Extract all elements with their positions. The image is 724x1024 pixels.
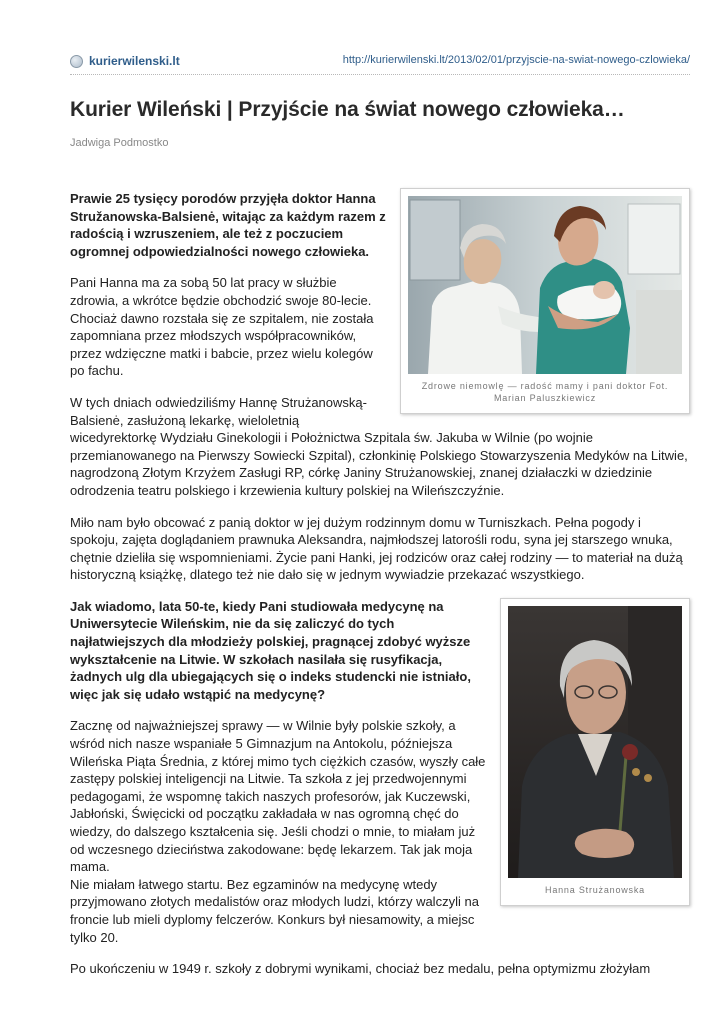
site-name[interactable]: kurierwilenski.lt bbox=[89, 54, 180, 68]
photo-portrait bbox=[508, 606, 682, 878]
source-url[interactable]: http://kurierwilenski.lt/2013/02/01/przyjscie-na-swiat-nowego-czlowieka/ bbox=[342, 54, 690, 66]
body-paragraph: Zacznę od najważniejszej sprawy — w Wilnie były polskie szkoły, a wśród nich nasze wspaniałe 5 Gimnazjum na Antokolu, późniejsza Wileńska Piąta Średnia, z której mimo tych ciężkich czasów, wyszły całe zastępy polskiej inteligencji na Litwie. Ta szkoła z jej przedwojennymi pedagogami, że wspomnę takich naszych profesorów, jak Kuczewski, Jabłoński, Święcicki od początku zakładała w nas ogromną chęć do wiedzy, do dalszego kształcenia się. Jeśli chodzi o mnie, to miałam już od wczesnego dzieciństwa zakodowane: będę lekarzem. Tak jak moja mama. bbox=[70, 718, 486, 875]
interview-question: Jak wiadomo, lata 50-te, kiedy Pani studiowała medycynę na Uniwersytecie Wileńskim, nie da się zaliczyć do tych najłatwiejszych dla młodzieży polskiej, pragnącej zdobyć wyższe wykształcenie na Litwie. W szkołach nasilała się rusyfikacja, żadnych ulg dla ubiegających się o indeks studencki nie istniało, więc jak się udało wstąpić na medycynę? bbox=[70, 598, 471, 702]
photo-doctor-mother-newborn bbox=[408, 196, 682, 374]
site-link[interactable] bbox=[70, 54, 180, 68]
body-paragraph: Po ukończeniu w 1949 r. szkoły z dobrymi wynikami, chociaż bez medalu, pełna optymizmu złożyłam bbox=[70, 961, 651, 977]
body-paragraph: Miło nam było obcować z panią doktor w jej dużym rodzinnym domu w Turniszkach. Pełna pogody i spokoju, zajęta doglądaniem prawnuka Aleksandra, najmłodszej latorośli rodu, syna jej starszego wnuka, chętnie dzieliła się wspomnieniami. Życie pani Hanki, jej rodziców oraz całej rodziny — to materiał na dużą historyczną książkę, dlatego też nie dało się w jednym wywiadzie przekazać wszystkiego. bbox=[70, 514, 683, 583]
globe-icon bbox=[70, 55, 83, 68]
source-bar bbox=[70, 54, 690, 72]
body-paragraph: Nie miałam łatwego startu. Bez egzaminów na medycynę wtedy przyjmowano złotych medalistów oraz młodych ludzi, którzy walczyli na froncie lub mieli dyplomy felczerów. Konkurs był niesamowity, a miejsc tylko 20. bbox=[70, 876, 479, 945]
figure-newborn bbox=[400, 188, 690, 414]
author: Jadwiga Podmostko bbox=[70, 137, 169, 149]
figure-caption: Zdrowe niemowlę — radość mamy i pani doktor Fot. Marian Paluszkiewicz bbox=[421, 381, 669, 403]
body-paragraph: Pani Hanna ma za sobą 50 lat pracy w służbie zdrowia, a wkrótce będzie obchodzić swoje 80-lecie. Chociaż dawno rozstała się ze szpitalem, nie została zapomniana przez młodszych współpracowników, przez wdzięczne matki i babcie, przez wielu kolegów po fachu. bbox=[70, 275, 374, 379]
lead-paragraph: Prawie 25 tysięcy porodów przyjęła doktor Hanna Stružanowska-Balsienė, witając za każdym razem z radością i wzruszeniem, ale też z poczuciem ogromnej odpowiedzialności nowego człowieka. bbox=[70, 191, 386, 259]
figure-caption: Hanna Strużanowska bbox=[545, 884, 645, 895]
figure-portrait bbox=[500, 598, 690, 906]
header-divider bbox=[70, 74, 690, 75]
body-paragraph: W tych dniach odwiedziliśmy Hannę Strużanowską-Balsienė, zasłużoną lekarkę, wieloletnią wicedyrektorkę Wydziału Ginekologii i Położnictwa Szpitala św. Jakuba w Wilnie (po wojnie przemianowanego na Pierwszy Sowiecki Szpital), członkinię Polskiego Stowarzyszenia Medyków na Litwie, nagrodzoną Złotym Krzyżem Zasługi RP, córkę Janiny Strużanowskiej, znanej działaczki w dziedzinie odrodzenia teatru polskiego i krzewienia kultury polskiej na Wileńszczyźnie. bbox=[70, 394, 688, 498]
page-title: Kurier Wileński | Przyjście na świat nowego człowieka… bbox=[70, 98, 625, 121]
article-body bbox=[70, 190, 688, 992]
